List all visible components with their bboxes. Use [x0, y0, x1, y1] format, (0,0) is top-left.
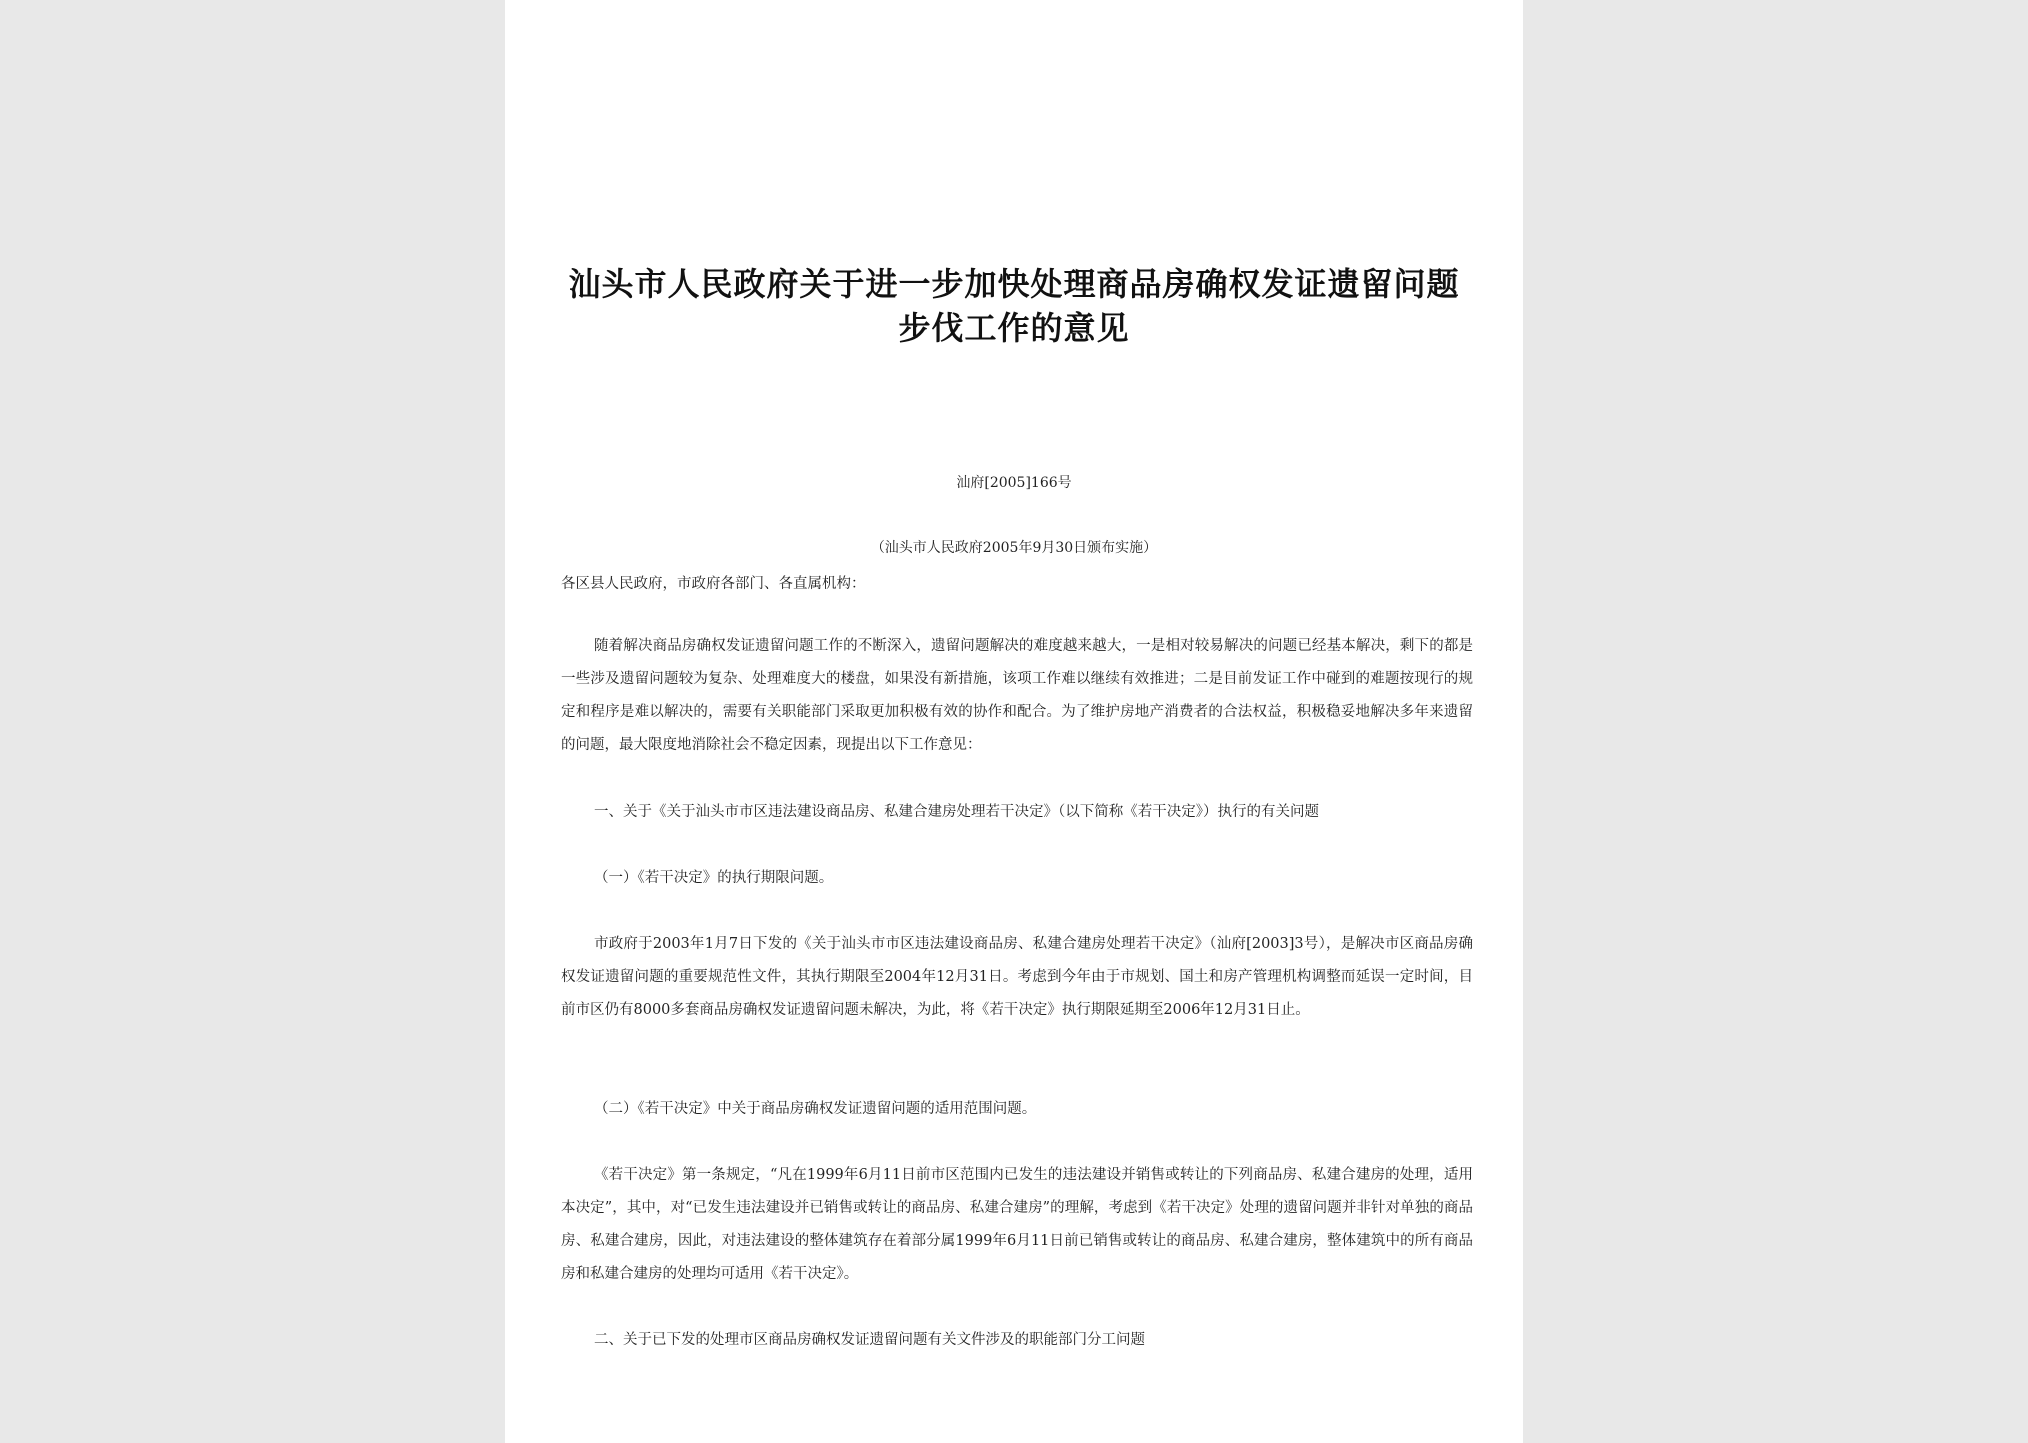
issued-note: （汕头市人民政府2005年9月30日颁布实施） [870, 540, 1158, 556]
section-heading-1: 一、关于《关于汕头市市区违法建设商品房、私建合建房处理若干决定》（以下简称《若干决定》）执行的有关问题 [594, 804, 1319, 820]
document-number: 汕府[2005]166号 [956, 475, 1072, 491]
paragraph-intro: 随着解决商品房确权发证遗留问题工作的不断深入，遗留问题解决的难度越来越大，一是相对较易解决的问题已经基本解决，剩下的都是一些涉及遗留问题较为复杂、处理难度大的楼盘，如果没有新措施，该项工作难以继续有效推进；二是目前发证工作中碰到的难题按现行的规定和程序是难以解决的，需要有关职能部门采取更加积极有效的协作和配合。为了维护房地产消费者的合法权益，积极稳妥地解决多年来遗留的问题，最大限度地消除社会不稳定因素，现提出以下工作意见： [561, 638, 1473, 753]
subsection-heading-1-1: （一）《若干决定》的执行期限问题。 [594, 870, 834, 886]
document-page [505, 0, 1523, 1443]
salutation: 各区县人民政府，市政府各部门、各直属机构： [561, 576, 866, 592]
section-heading-2: 二、关于已下发的处理市区商品房确权发证遗留问题有关文件涉及的职能部门分工问题 [594, 1332, 1145, 1348]
subsection-heading-1-2: （二）《若干决定》中关于商品房确权发证遗留问题的适用范围问题。 [594, 1101, 1037, 1117]
paragraph-1-1: 市政府于2003年1月7日下发的《关于汕头市市区违法建设商品房、私建合建房处理若干决定》（汕府[2003]3号），是解决市区商品房确权发证遗留问题的重要规范性文件，其执行期限至2004年12月31日。考虑到今年由于市规划、国土和房产管理机构调整而延误一定时间，目前市区仍有8000多套商品房确权发证遗留问题未解决，为此，将《若干决定》执行期限延期至2006年12月31日止。 [561, 936, 1473, 1018]
paragraph-1-2: 《若干决定》第一条规定，“凡在1999年6月11日前市区范围内已发生的违法建设并销售或转让的下列商品房、私建合建房的处理，适用本决定”，其中，对“已发生违法建设并已销售或转让的商品房、私建合建房”的理解，考虑到《若干决定》处理的遗留问题并非针对单独的商品房、私建合建房，因此，对违法建设的整体建筑存在着部分属1999年6月11日前已销售或转让的商品房、私建合建房，整体建筑中的所有商品房和私建合建房的处理均可适用《若干决定》。 [561, 1167, 1473, 1282]
document-title: 汕头市人民政府关于进一步加快处理商品房确权发证遗留问题步伐工作的意见 [568, 265, 1460, 347]
